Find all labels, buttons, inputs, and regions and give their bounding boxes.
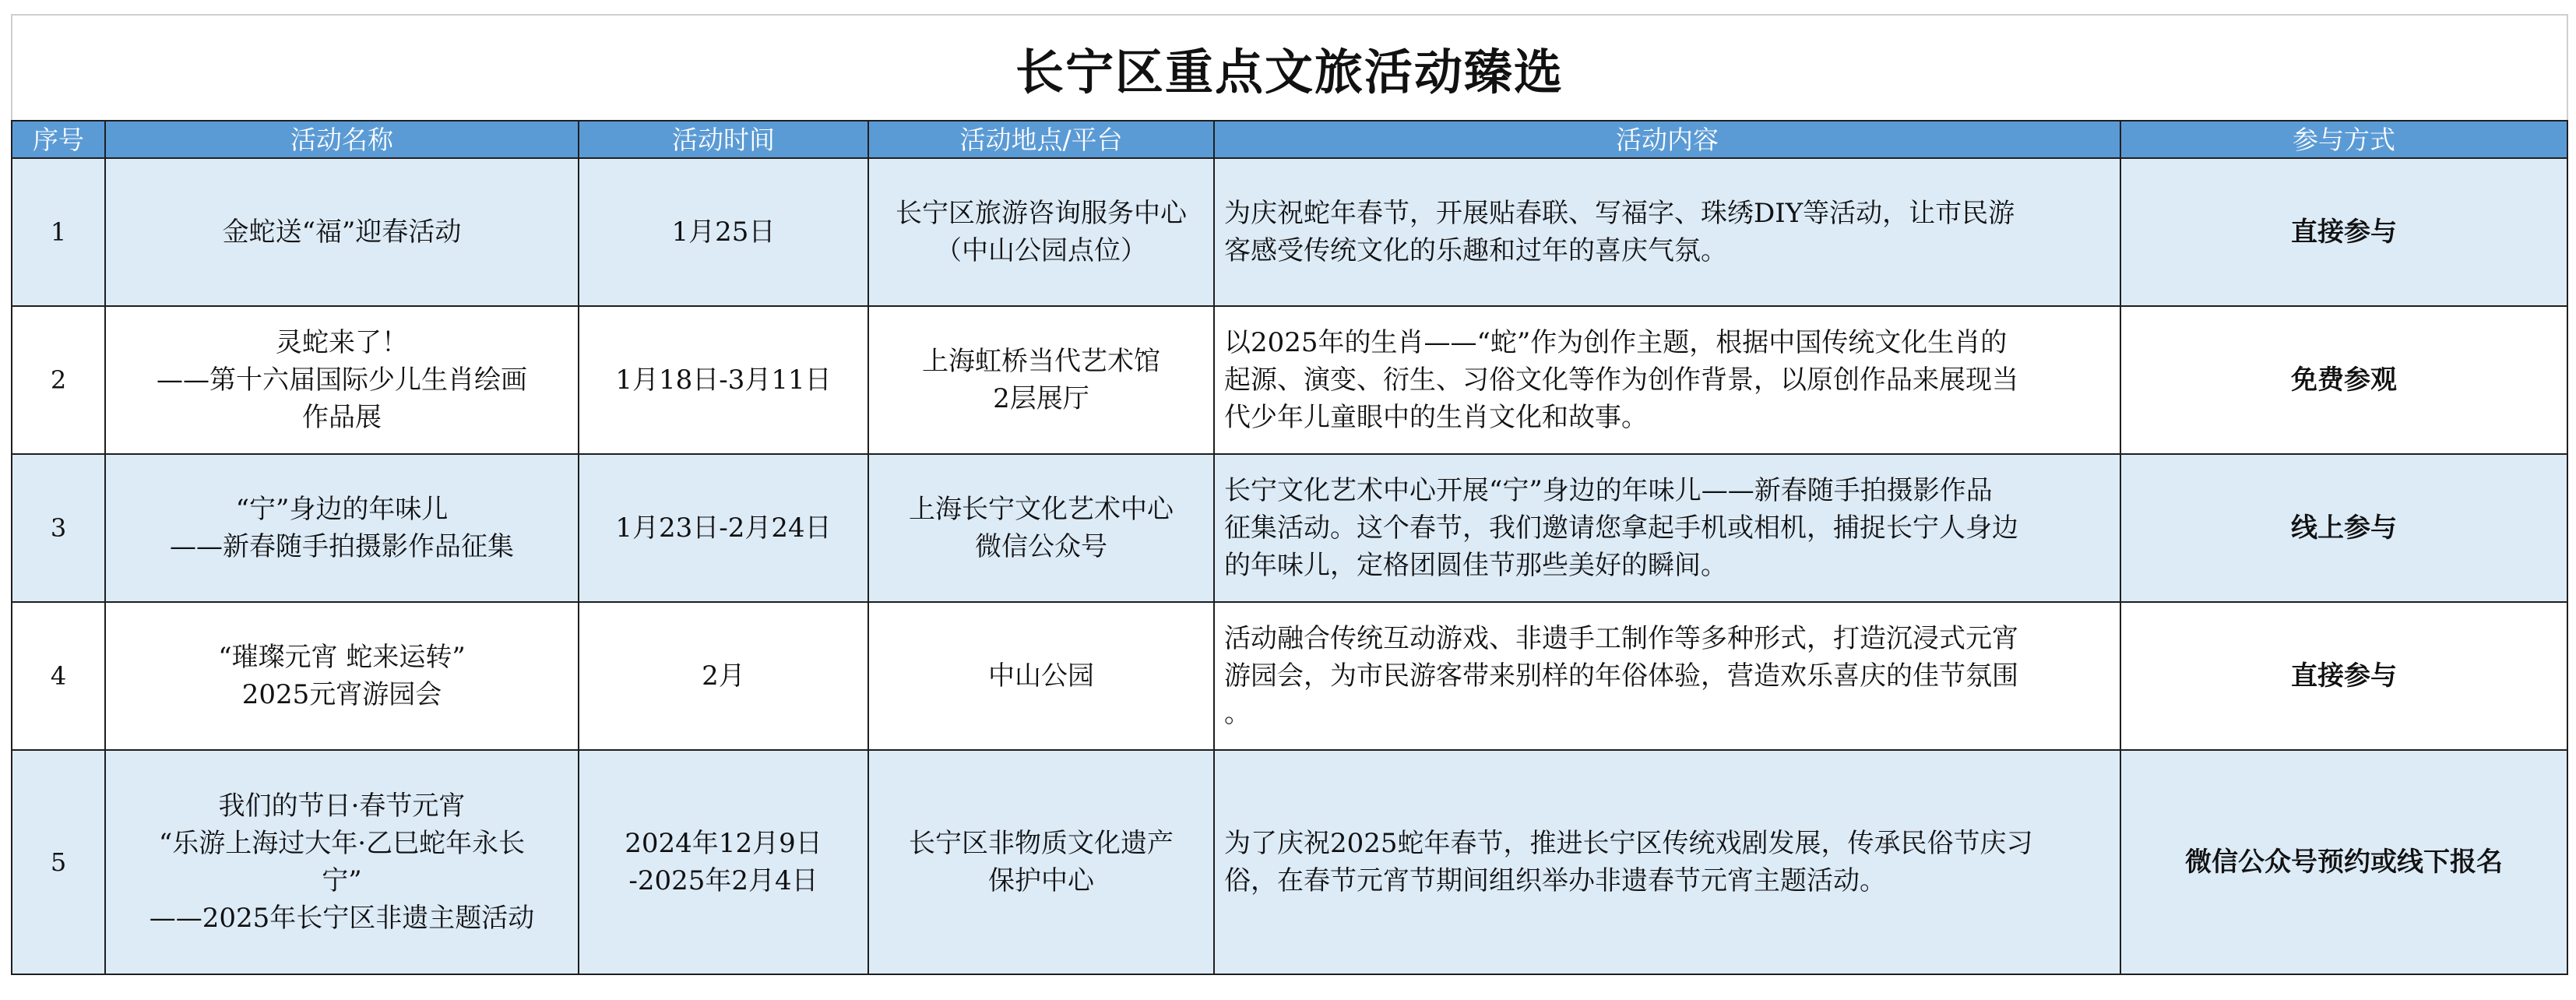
activity-name (105, 306, 579, 454)
name-line: 宁” (322, 865, 362, 896)
name-line: ——新春随手拍摄影作品征集 (170, 531, 514, 562)
content-line: 代少年儿童眼中的生肖文化和故事。 (1224, 402, 1648, 433)
table-row (12, 750, 2567, 974)
header-number: 序号 (12, 121, 105, 158)
activities-table (11, 14, 2568, 975)
activity-place (868, 306, 1214, 454)
content-line: 游园会，为市民游客带来别样的年俗体验，营造欢乐喜庆的佳节氛围 (1224, 660, 2018, 692)
participation-method: 线上参与 (2120, 454, 2567, 602)
activity-name (105, 602, 579, 750)
participation-method: 直接参与 (2120, 158, 2567, 306)
table-row (12, 602, 2567, 750)
content-line: 起源、演变、衍生、习俗文化等作为创作背景，以原创作品来展现当 (1224, 364, 2018, 396)
table-row (12, 158, 2567, 306)
place-line: 上海长宁文化艺术中心 (909, 494, 1174, 525)
activity-content (1214, 602, 2120, 750)
time-line: 1月25日 (671, 217, 776, 248)
content-line: 俗，在春节元宵节期间组织举办非遗春节元宵主题活动。 (1224, 865, 1886, 896)
name-line: 作品展 (302, 402, 382, 433)
name-line: 金蛇送“福”迎春活动 (222, 217, 462, 248)
participation-method: 免费参观 (2120, 306, 2567, 454)
content-line: 长宁文化艺术中心开展“宁”身边的年味儿——新春随手拍摄影作品 (1224, 475, 1993, 506)
content-line: 征集活动。这个春节，我们邀请您拿起手机或相机，捕捉长宁人身边 (1224, 512, 2018, 544)
place-line: 2层展厅 (993, 383, 1089, 414)
time-line: 1月18日-3月11日 (615, 364, 832, 396)
table-row (12, 454, 2567, 602)
header-time: 活动时间 (579, 121, 868, 158)
name-line: “璀璨元宵 蛇来运转” (218, 642, 466, 673)
participation-method: 微信公众号预约或线下报名 (2120, 750, 2567, 974)
content-line: 。 (1224, 698, 1251, 729)
time-line: 1月23日-2月24日 (615, 512, 832, 544)
place-line: （中山公园点位） (935, 235, 1147, 266)
activity-time (579, 750, 868, 974)
activity-time (579, 454, 868, 602)
activity-content (1214, 158, 2120, 306)
row-number: 3 (12, 454, 105, 602)
row-number: 2 (12, 306, 105, 454)
time-line: 2月 (702, 660, 745, 692)
table-row (12, 306, 2567, 454)
place-line: 长宁区非物质文化遗产 (909, 828, 1174, 859)
participation-method: 直接参与 (2120, 602, 2567, 750)
row-number: 5 (12, 750, 105, 974)
content-line: 活动融合传统互动游戏、非遗手工制作等多种形式，打造沉浸式元宵 (1224, 623, 2018, 654)
activity-time (579, 602, 868, 750)
content-line: 客感受传统文化的乐趣和过年的喜庆气氛。 (1224, 235, 1727, 266)
place-line: 长宁区旅游咨询服务中心 (896, 198, 1187, 229)
name-line: 我们的节日·春节元宵 (218, 790, 466, 822)
content-line: 以2025年的生肖——“蛇”作为创作主题，根据中国传统文化生肖的 (1224, 327, 2008, 358)
activity-place (868, 158, 1214, 306)
activity-name (105, 158, 579, 306)
content-line: 为了庆祝2025蛇年春节，推进长宁区传统戏剧发展，传承民俗节庆习 (1224, 828, 2033, 859)
spreadsheet (11, 14, 2567, 989)
header-method: 参与方式 (2120, 121, 2567, 158)
place-line: 微信公众号 (975, 531, 1107, 562)
content-line: 的年味儿，定格团圆佳节那些美好的瞬间。 (1224, 550, 1727, 581)
page-title: 长宁区重点文旅活动臻选 (12, 15, 2567, 121)
name-line: ——第十六届国际少儿生肖绘画 (157, 364, 527, 396)
activity-place (868, 602, 1214, 750)
activity-name (105, 750, 579, 974)
activity-time (579, 306, 868, 454)
name-line: 灵蛇来了！ (276, 327, 408, 358)
activity-content (1214, 306, 2120, 454)
header-content: 活动内容 (1214, 121, 2120, 158)
activity-content (1214, 750, 2120, 974)
header-name: 活动名称 (105, 121, 579, 158)
activity-place (868, 750, 1214, 974)
activity-content (1214, 454, 2120, 602)
name-line: 2025元宵游园会 (241, 679, 442, 710)
activity-name (105, 454, 579, 602)
name-line: “乐游上海过大年·乙巳蛇年永长 (158, 828, 526, 859)
content-line: 为庆祝蛇年春节，开展贴春联、写福字、珠绣DIY等活动，让市民游 (1224, 198, 2015, 229)
time-line: 2024年12月9日 (625, 828, 822, 859)
header-row (12, 121, 2567, 158)
time-line: -2025年2月4日 (628, 865, 818, 896)
name-line: “宁”身边的年味儿 (235, 494, 449, 525)
name-line: ——2025年长宁区非遗主题活动 (149, 903, 535, 934)
place-line: 中山公园 (988, 660, 1094, 692)
place-line: 保护中心 (988, 865, 1094, 896)
place-line: 上海虹桥当代艺术馆 (922, 346, 1160, 377)
activity-time (579, 158, 868, 306)
row-number: 4 (12, 602, 105, 750)
row-number: 1 (12, 158, 105, 306)
header-place: 活动地点/平台 (868, 121, 1214, 158)
activity-place (868, 454, 1214, 602)
